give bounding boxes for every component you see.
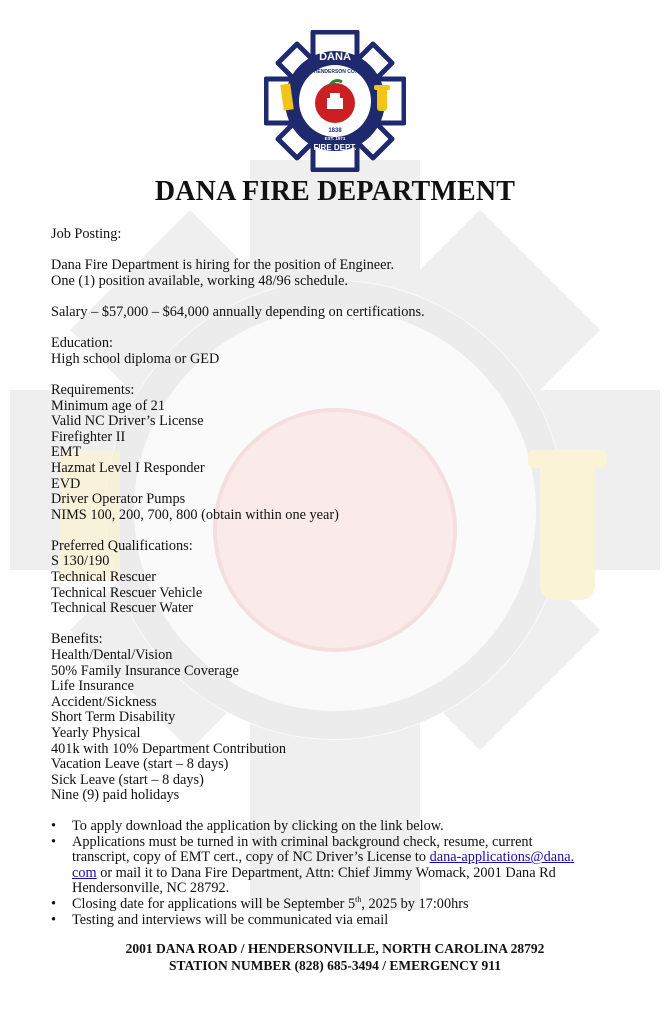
requirement-item: Firefighter II [51,428,126,445]
email-link-part[interactable]: dana-applications@dana. [429,849,575,866]
benefit-item: Accident/Sickness [51,693,157,710]
list-item [51,897,621,913]
logo-bottom-text: FIRE DEPT. [313,143,357,152]
logo-year-text: 1838 [328,128,342,134]
submit-line: Hendersonville, NC 28792. [72,880,230,897]
submit-line: Applications must be turned in with criminal background check, resume, current [72,833,533,850]
requirement-item: Minimum age of 21 [51,397,165,414]
education-heading: Education: [51,335,113,352]
bullet-icon: • [51,911,57,928]
benefit-item: 50% Family Insurance Coverage [51,662,239,679]
list-item [51,913,621,929]
closing-date-superscript: th [355,895,362,905]
preferred-heading: Preferred Qualifications: [51,537,193,554]
email-link-part[interactable]: com [72,864,97,881]
job-posting-label: Job Posting: [51,226,122,242]
application-instructions-list [51,819,621,928]
footer [0,940,670,974]
submit-line: or mail it to Dana Fire Department, Attn: Chief Jimmy Womack, 2001 Dana Rd [100,864,556,881]
benefit-item: Short Term Disability [51,709,176,726]
logo-est-text: EST. 1971 [324,136,346,141]
footer-address: 2001 DANA ROAD / HENDERSONVILLE, NORTH CAROLINA 28792 [125,941,545,956]
requirement-item: NIMS 100, 200, 700, 800 (obtain within one year) [51,506,339,523]
benefit-item: Sick Leave (start – 8 days) [51,771,204,788]
benefits-heading: Benefits: [51,631,103,648]
footer-phones: STATION NUMBER (828) 685-3494 / EMERGENCY 911 [168,958,501,973]
apply-instruction: To apply download the application by clicking on the link below. [72,817,444,834]
benefit-item: 401k with 10% Department Contribution [51,740,287,757]
benefit-item: Vacation Leave (start – 8 days) [51,756,229,773]
intro-line: Dana Fire Department is hiring for the position of Engineer. [51,257,395,274]
fire-department-seal-logo [264,30,406,172]
list-item [51,819,621,835]
preferred-item: Technical Rescuer [51,569,156,586]
job-posting-body [51,227,621,928]
benefit-item: Yearly Physical [51,725,141,741]
bullet-icon: • [51,817,57,834]
page-title: DANA FIRE DEPARTMENT [154,176,516,207]
intro-line: One (1) position available, working 48/96 schedule. [51,272,348,289]
requirement-item: EMT [51,444,82,461]
requirement-item: Hazmat Level I Responder [51,459,205,476]
requirement-item: EVD [51,475,81,492]
preferred-item: Technical Rescuer Vehicle [51,584,203,601]
list-item [51,835,621,897]
requirements-heading: Requirements: [51,381,135,398]
closing-date-text-end: , 2025 by 17:00hrs [361,895,469,912]
logo-top-text: DANA [319,51,351,63]
submit-line: transcript, copy of EMT cert., copy of NC Driver’s License to [72,849,427,866]
benefit-item: Life Insurance [51,678,134,695]
bullet-icon: • [51,895,57,912]
testing-instruction: Testing and interviews will be communicated via email [72,911,389,928]
preferred-item: Technical Rescuer Water [51,600,194,617]
closing-date-text: Closing date for applications will be September 5 [72,895,356,912]
salary-text: Salary – $57,000 – $64,000 annually depending on certifications. [51,303,425,320]
requirement-item: Driver Operator Pumps [51,491,186,508]
preferred-item: S 130/190 [51,553,110,570]
education-item: High school diploma or GED [51,350,220,367]
logo-county-text: HENDERSON CO. [313,69,357,75]
benefit-item: Nine (9) paid holidays [51,787,180,804]
benefit-item: Health/Dental/Vision [51,647,173,664]
requirement-item: Valid NC Driver’s License [51,413,204,430]
bullet-icon: • [51,833,57,850]
